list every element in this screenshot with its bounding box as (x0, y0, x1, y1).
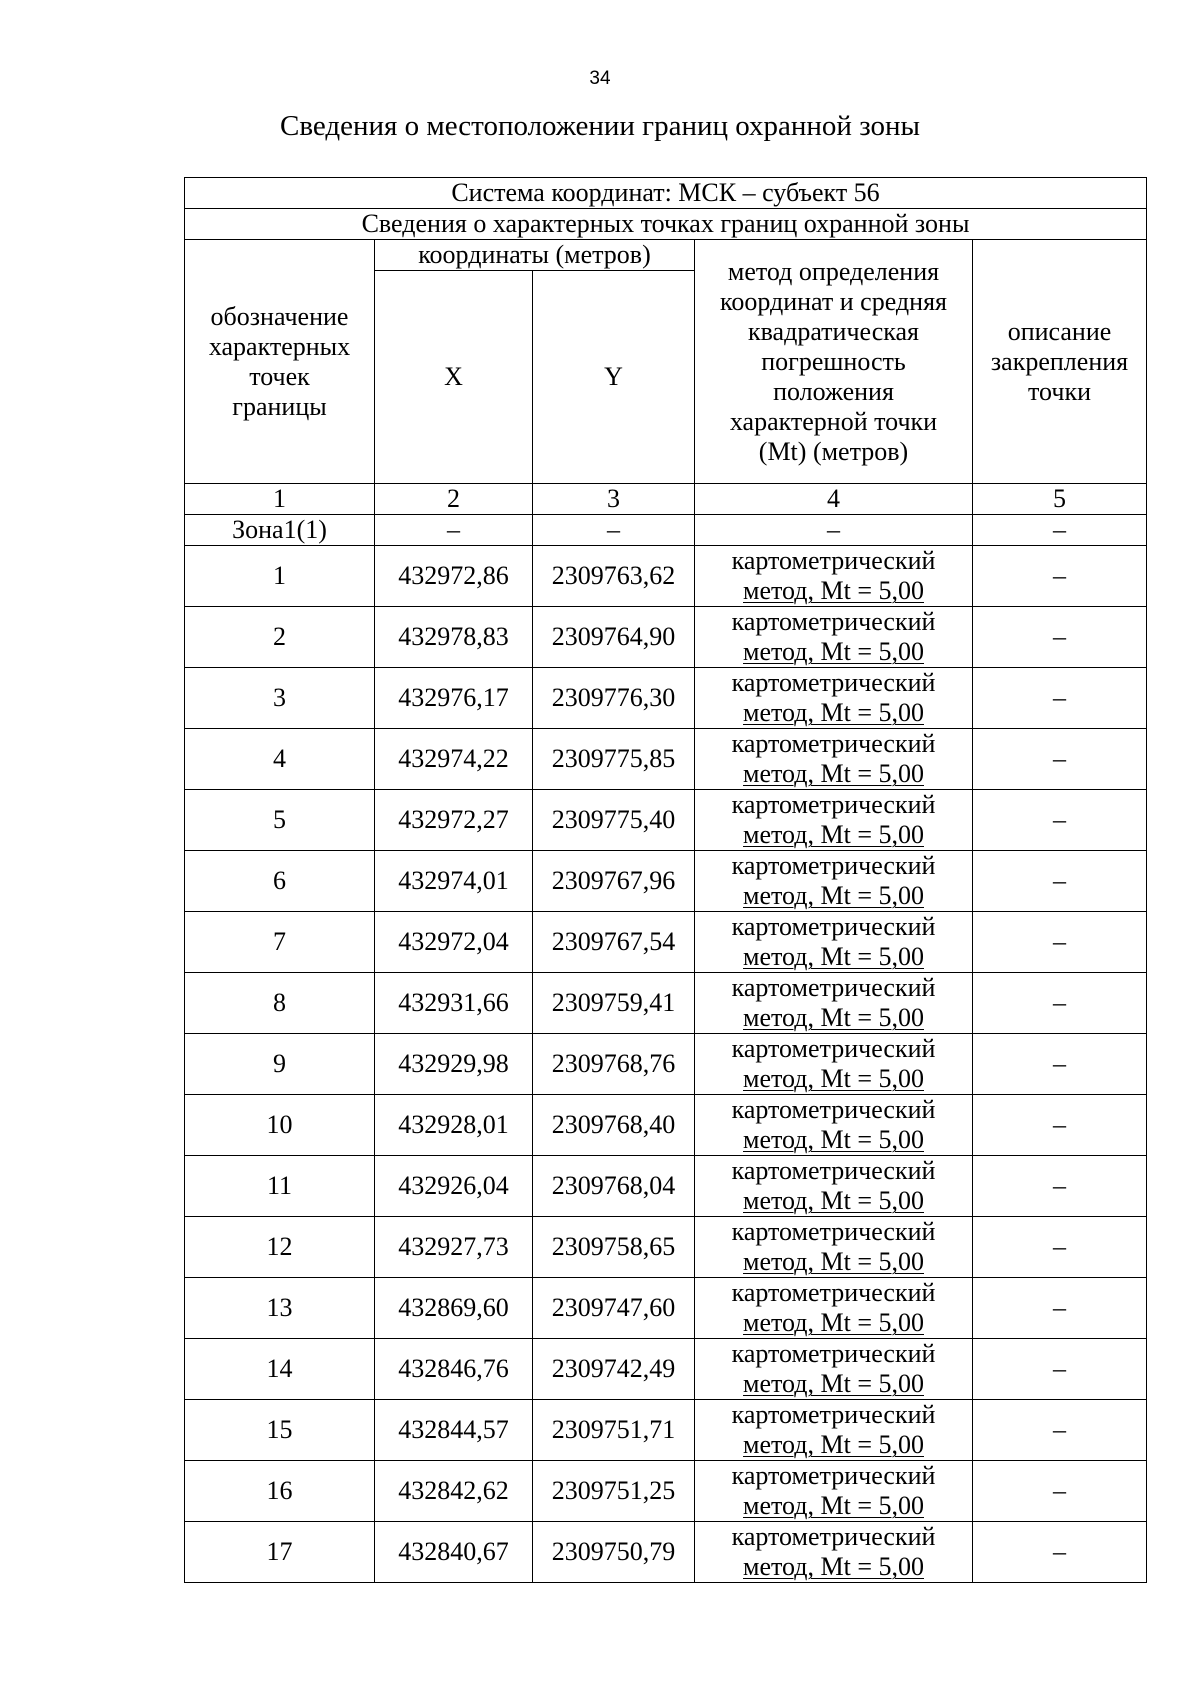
point-y: 2309768,76 (533, 1034, 695, 1095)
point-y: 2309767,96 (533, 851, 695, 912)
point-number: 15 (185, 1400, 375, 1461)
point-method (695, 1461, 973, 1522)
table-row (185, 1339, 1147, 1400)
point-y: 2309751,25 (533, 1461, 695, 1522)
point-description: – (973, 546, 1147, 607)
zone-description: – (973, 515, 1147, 546)
point-y: 2309768,40 (533, 1095, 695, 1156)
point-y: 2309750,79 (533, 1522, 695, 1583)
point-description: – (973, 1156, 1147, 1217)
document-title: Сведения о местоположении границ охранной зоны (279, 110, 920, 142)
method-name: картометрический (731, 1217, 936, 1246)
column-number: 5 (973, 484, 1147, 515)
point-number: 12 (185, 1217, 375, 1278)
header-description: описание закрепления точки (973, 240, 1147, 484)
method-accuracy: метод, Mt = 5,00 (743, 1491, 924, 1520)
method-name: картометрический (731, 790, 936, 819)
table-row (185, 1034, 1147, 1095)
point-number: 6 (185, 851, 375, 912)
point-number: 14 (185, 1339, 375, 1400)
point-x: 432869,60 (375, 1278, 533, 1339)
table-row (185, 607, 1147, 668)
method-accuracy: метод, Mt = 5,00 (743, 942, 924, 971)
table-row (185, 790, 1147, 851)
point-x: 432840,67 (375, 1522, 533, 1583)
point-x: 432846,76 (375, 1339, 533, 1400)
method-accuracy: метод, Mt = 5,00 (743, 1430, 924, 1459)
point-description: – (973, 851, 1147, 912)
method-name: картометрический (731, 1461, 936, 1490)
point-x: 432926,04 (375, 1156, 533, 1217)
method-accuracy: метод, Mt = 5,00 (743, 1003, 924, 1032)
column-number: 2 (375, 484, 533, 515)
method-accuracy: метод, Mt = 5,00 (743, 1064, 924, 1093)
header-designation: обозначение характерных точек границы (185, 240, 375, 484)
method-name: картометрический (731, 851, 936, 880)
method-name: картометрический (731, 1156, 936, 1185)
point-x: 432928,01 (375, 1095, 533, 1156)
point-description: – (973, 1400, 1147, 1461)
point-y: 2309768,04 (533, 1156, 695, 1217)
table-row (185, 1461, 1147, 1522)
point-method (695, 973, 973, 1034)
method-name: картометрический (731, 1278, 936, 1307)
point-method (695, 1156, 973, 1217)
table-row (185, 1522, 1147, 1583)
point-x: 432978,83 (375, 607, 533, 668)
method-accuracy: метод, Mt = 5,00 (743, 881, 924, 910)
point-number: 10 (185, 1095, 375, 1156)
table-row (185, 546, 1147, 607)
coordinate-system-cell: Система координат: МСК – субъект 56 (185, 178, 1147, 209)
point-y: 2309764,90 (533, 607, 695, 668)
point-x: 432842,62 (375, 1461, 533, 1522)
point-method (695, 912, 973, 973)
boundary-info-row (185, 209, 1147, 240)
method-accuracy: метод, Mt = 5,00 (743, 1308, 924, 1337)
point-description: – (973, 668, 1147, 729)
method-name: картометрический (731, 1095, 936, 1124)
point-y: 2309751,71 (533, 1400, 695, 1461)
table-row (185, 1400, 1147, 1461)
table-row (185, 1095, 1147, 1156)
header-y: Y (533, 271, 695, 484)
point-method (695, 790, 973, 851)
method-name: картометрический (731, 668, 936, 697)
point-number: 9 (185, 1034, 375, 1095)
point-description: – (973, 729, 1147, 790)
table-row (185, 973, 1147, 1034)
point-y: 2309775,40 (533, 790, 695, 851)
column-numbers-row (185, 484, 1147, 515)
point-method (695, 1339, 973, 1400)
point-description: – (973, 1034, 1147, 1095)
point-y: 2309775,85 (533, 729, 695, 790)
column-number: 1 (185, 484, 375, 515)
point-description: – (973, 1095, 1147, 1156)
point-y: 2309759,41 (533, 973, 695, 1034)
point-x: 432927,73 (375, 1217, 533, 1278)
point-x: 432972,27 (375, 790, 533, 851)
method-accuracy: метод, Mt = 5,00 (743, 1125, 924, 1154)
method-accuracy: метод, Mt = 5,00 (743, 820, 924, 849)
table-row (185, 668, 1147, 729)
boundary-info-cell: Сведения о характерных точках границ охранной зоны (185, 209, 1147, 240)
column-number: 4 (695, 484, 973, 515)
coordinates-table (184, 177, 1147, 1583)
point-x: 432974,01 (375, 851, 533, 912)
method-name: картометрический (731, 1339, 936, 1368)
point-method (695, 1034, 973, 1095)
point-description: – (973, 973, 1147, 1034)
zone-x: – (375, 515, 533, 546)
header-coordinates: координаты (метров) (375, 240, 695, 271)
point-method (695, 1095, 973, 1156)
point-y: 2309758,65 (533, 1217, 695, 1278)
point-x: 432931,66 (375, 973, 533, 1034)
method-name: картометрический (731, 546, 936, 575)
point-x: 432929,98 (375, 1034, 533, 1095)
point-number: 16 (185, 1461, 375, 1522)
point-description: – (973, 912, 1147, 973)
method-name: картометрический (731, 912, 936, 941)
header-x: X (375, 271, 533, 484)
method-accuracy: метод, Mt = 5,00 (743, 1186, 924, 1215)
point-x: 432974,22 (375, 729, 533, 790)
method-name: картометрический (731, 1034, 936, 1063)
header-method: метод определения координат и средняя квадратическая погрешность положения характерной точки (Mt) (метров) (695, 240, 973, 484)
point-y: 2309747,60 (533, 1278, 695, 1339)
point-number: 11 (185, 1156, 375, 1217)
point-description: – (973, 1339, 1147, 1400)
method-accuracy: метод, Mt = 5,00 (743, 637, 924, 666)
method-accuracy: метод, Mt = 5,00 (743, 1247, 924, 1276)
point-x: 432844,57 (375, 1400, 533, 1461)
point-number: 17 (185, 1522, 375, 1583)
point-number: 8 (185, 973, 375, 1034)
point-x: 432972,04 (375, 912, 533, 973)
point-number: 1 (185, 546, 375, 607)
method-name: картометрический (731, 1400, 936, 1429)
point-number: 4 (185, 729, 375, 790)
page-number: 34 (589, 68, 611, 89)
zone-row (185, 515, 1147, 546)
point-description: – (973, 1278, 1147, 1339)
point-x: 432972,86 (375, 546, 533, 607)
zone-method: – (695, 515, 973, 546)
point-description: – (973, 790, 1147, 851)
point-method (695, 1278, 973, 1339)
point-y: 2309767,54 (533, 912, 695, 973)
point-method (695, 1400, 973, 1461)
point-description: – (973, 1217, 1147, 1278)
point-method (695, 1217, 973, 1278)
method-name: картометрический (731, 729, 936, 758)
point-method (695, 607, 973, 668)
method-accuracy: метод, Mt = 5,00 (743, 576, 924, 605)
table-row (185, 912, 1147, 973)
method-name: картометрический (731, 607, 936, 636)
method-accuracy: метод, Mt = 5,00 (743, 1369, 924, 1398)
table-row (185, 851, 1147, 912)
point-method (695, 668, 973, 729)
coordinate-system-row (185, 178, 1147, 209)
point-description: – (973, 1522, 1147, 1583)
header-row (185, 240, 1147, 271)
method-name: картометрический (731, 973, 936, 1002)
table-row (185, 1217, 1147, 1278)
point-number: 2 (185, 607, 375, 668)
point-method (695, 851, 973, 912)
zone-name: Зона1(1) (185, 515, 375, 546)
point-y: 2309763,62 (533, 546, 695, 607)
table-row (185, 729, 1147, 790)
point-number: 13 (185, 1278, 375, 1339)
method-accuracy: метод, Mt = 5,00 (743, 1552, 924, 1581)
table-row (185, 1156, 1147, 1217)
method-accuracy: метод, Mt = 5,00 (743, 759, 924, 788)
point-method (695, 729, 973, 790)
point-y: 2309776,30 (533, 668, 695, 729)
method-accuracy: метод, Mt = 5,00 (743, 698, 924, 727)
point-x: 432976,17 (375, 668, 533, 729)
point-description: – (973, 607, 1147, 668)
point-y: 2309742,49 (533, 1339, 695, 1400)
table-row (185, 1278, 1147, 1339)
zone-y: – (533, 515, 695, 546)
point-number: 7 (185, 912, 375, 973)
method-name: картометрический (731, 1522, 936, 1551)
point-number: 5 (185, 790, 375, 851)
point-method (695, 1522, 973, 1583)
point-description: – (973, 1461, 1147, 1522)
point-method (695, 546, 973, 607)
column-number: 3 (533, 484, 695, 515)
point-number: 3 (185, 668, 375, 729)
